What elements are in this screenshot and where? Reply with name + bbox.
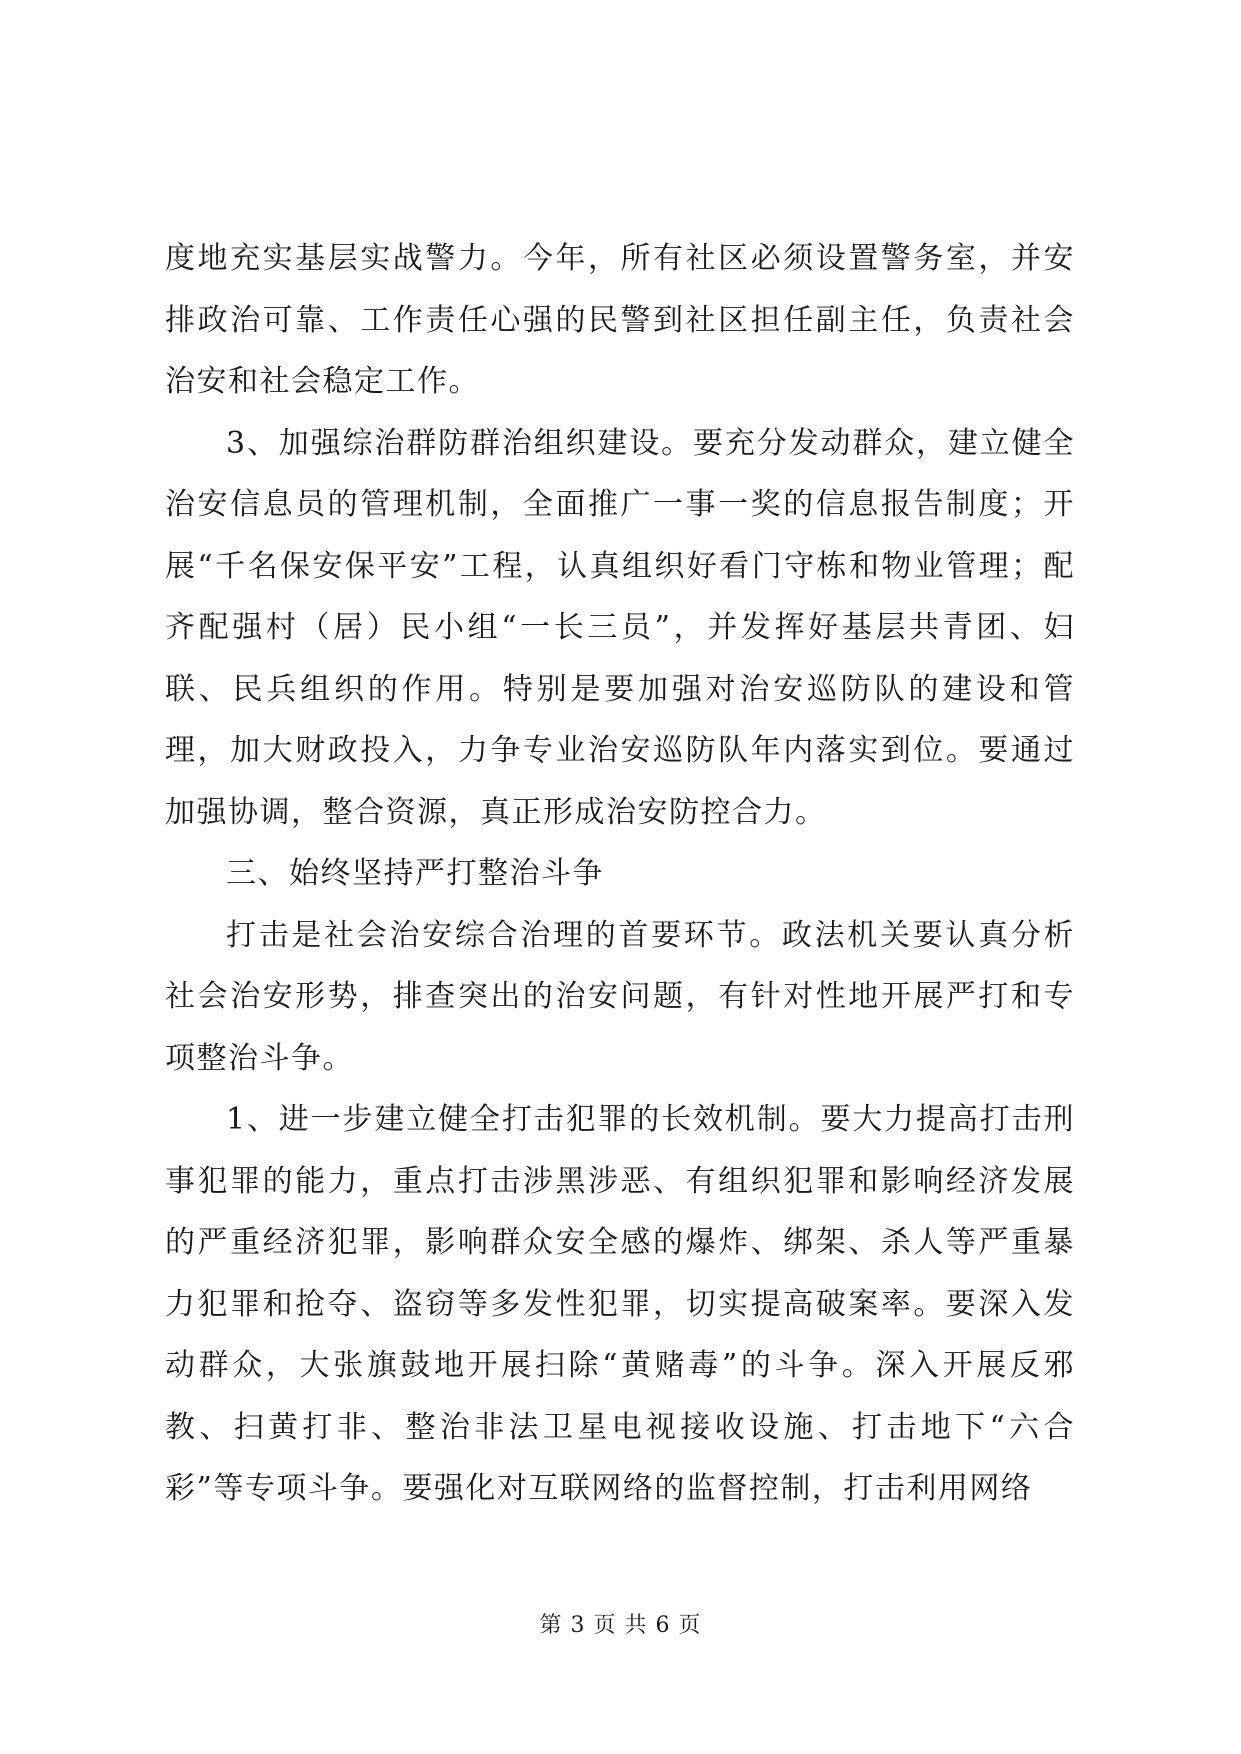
page-footer: 第 3 页 共 6 页 xyxy=(539,1613,702,1638)
document-body xyxy=(165,228,1075,1520)
paragraph-continued: 度地充实基层实战警力。今年，所有社区必须设置警务室，并安排政治可靠、工作责任心强的民警到社区担任副主任，负责社会治安和社会稳定工作。 xyxy=(165,241,1075,399)
paragraph-section-intro: 打击是社会治安综合治理的首要环节。政法机关要认真分析社会治安形势，排查突出的治安问题，有针对性地开展严打和专项整治斗争。 xyxy=(165,917,1075,1076)
paragraph-item-3: 3、加强综治群防群治组织建设。要充分发动群众，建立健全治安信息员的管理机制，全面推广一事一奖的信息报告制度；开展“千名保安保平安”工程，认真组织好看门守栋和物业管理；配齐配强村（居）民小组“一长三员”，并发挥好基层共青团、妇联、民兵组织的作用。特别是要加强对治安巡防队的建设和管理，加大财政投入，力争专业治安巡防队年内落实到位。要通过加强协调，整合资源，真正形成治安防控合力。 xyxy=(165,425,1075,830)
section-heading-3: 三、始终坚持严打整治斗争 xyxy=(226,856,604,891)
paragraph-item-1: 1、进一步建立健全打击犯罪的长效机制。要大力提高打击刑事犯罪的能力，重点打击涉黑涉恶、有组织犯罪和影响经济发展的严重经济犯罪，影响群众安全感的爆炸、绑架、杀人等严重暴力犯罪和抢夺、盗窃等多发性犯罪，切实提高破案率。要深入发动群众，大张旗鼓地开展扫除“黄赌毒”的斗争。深入开展反邪教、扫黄打非、整治非法卫星电视接收设施、打击地下“六合彩”等专项斗争。要强化对互联网络的监督控制，打击利用网络 xyxy=(165,1102,1075,1506)
